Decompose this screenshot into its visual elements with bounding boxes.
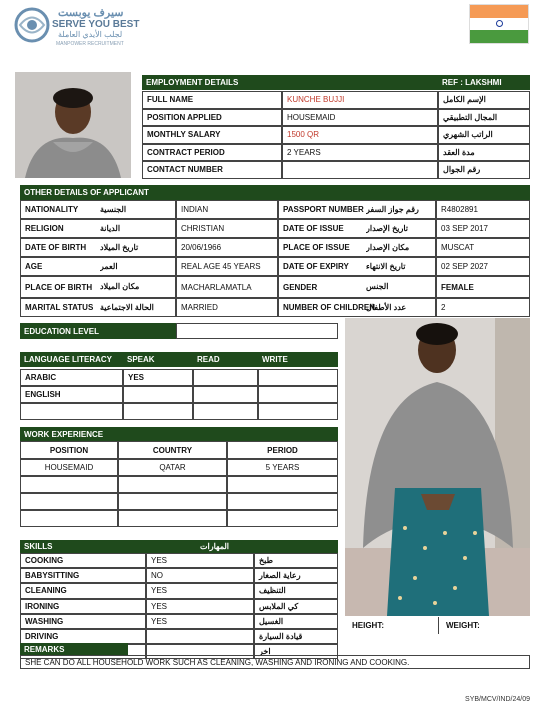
employment-label: CONTRACT PERIOD	[142, 144, 282, 162]
logo-tagline: MANPOWER RECRUITMENT	[56, 41, 124, 47]
employment-value: KUNCHE BUJJI	[282, 91, 438, 109]
language-cell	[123, 386, 193, 403]
language-header: READ	[193, 352, 258, 367]
work-cell	[20, 510, 118, 527]
work-cell	[20, 476, 118, 493]
education-level-value	[176, 323, 338, 339]
company-logo	[14, 6, 154, 48]
applicant-value-2: R4802891	[436, 200, 530, 219]
remarks-text: SHE CAN DO ALL HOUSEHOLD WORK SUCH AS CLEANING, WASHING AND IRONING AND COOKING.	[20, 655, 530, 669]
language-cell	[193, 369, 258, 386]
language-header: LANGUAGE LITERACY	[20, 352, 123, 367]
skill-label: IRONING	[20, 599, 146, 614]
employment-label-arabic: رقم الجوال	[438, 161, 530, 179]
skill-label: DRIVING	[20, 629, 146, 644]
applicant-label-2-arabic: تاريخ الإصدار	[366, 224, 409, 233]
applicant-label-arabic: الجنسية	[100, 205, 127, 214]
logo-name: SERVE YOU BEST	[52, 19, 140, 30]
skill-label-arabic: اخر	[254, 644, 338, 659]
applicant-label-2: PLACE OF ISSUE	[278, 238, 436, 257]
applicant-photo-full	[345, 318, 530, 616]
applicant-label-arabic: العمر	[100, 262, 118, 271]
applicant-label-2: GENDER	[278, 276, 436, 298]
language-cell	[258, 369, 338, 386]
weight-field: WEIGHT:	[446, 620, 480, 630]
applicant-label-2: NUMBER OF CHILDREN	[278, 298, 436, 317]
employment-label: FULL NAME	[142, 91, 282, 109]
language-cell: ARABIC	[20, 369, 123, 386]
skill-value: YES	[146, 614, 254, 629]
skill-label: CLEANING	[20, 583, 146, 598]
language-cell	[123, 403, 193, 420]
work-header: PERIOD	[227, 441, 338, 459]
language-cell	[193, 386, 258, 403]
work-header: COUNTRY	[118, 441, 227, 459]
india-flag-icon	[469, 4, 529, 44]
other-details-header-fill	[278, 185, 530, 200]
applicant-label-2-arabic: تاريخ الانتهاء	[366, 262, 406, 271]
applicant-label-2-arabic: الجنس	[366, 282, 389, 291]
employment-value: HOUSEMAID	[282, 109, 438, 127]
applicant-label-2-arabic: مكان الإصدار	[366, 243, 410, 252]
work-cell	[227, 476, 338, 493]
work-cell	[227, 493, 338, 510]
skill-label: COOKING	[20, 553, 146, 568]
language-cell: YES	[123, 369, 193, 386]
applicant-value-2: 03 SEP 2017	[436, 219, 530, 238]
skill-label: WASHING	[20, 614, 146, 629]
reference-label: REF : LAKSHMI	[438, 75, 530, 90]
employment-label-arabic: مدة العقد	[438, 144, 530, 162]
work-cell	[118, 510, 227, 527]
footer-code: SYB/MCV/IND/24/09	[465, 696, 530, 703]
applicant-label: MARITAL STATUS	[20, 298, 176, 317]
skills-header: SKILLS	[20, 540, 196, 553]
skill-value: YES	[146, 599, 254, 614]
measure-divider	[438, 617, 439, 634]
employment-value: 1500 QR	[282, 126, 438, 144]
logo-arabic: سيرف يوبست	[58, 7, 124, 19]
applicant-label-2: DATE OF ISSUE	[278, 219, 436, 238]
applicant-label: DATE OF BIRTH	[20, 238, 176, 257]
applicant-label-2-arabic: عدد الأطفال	[366, 303, 407, 312]
applicant-label-2-arabic: رقم جواز السفر	[366, 205, 419, 214]
employment-value: 2 YEARS	[282, 144, 438, 162]
skill-label-arabic: التنظيف	[254, 583, 338, 598]
skill-value: YES	[146, 553, 254, 568]
skill-label: BABYSITTING	[20, 568, 146, 583]
skill-value	[146, 629, 254, 644]
language-cell	[20, 403, 123, 420]
language-header: SPEAK	[123, 352, 193, 367]
logo-sub-arabic: لجلب الأيدي العاملة	[58, 30, 123, 39]
applicant-label: AGE	[20, 257, 176, 276]
applicant-label-2: PASSPORT NUMBER	[278, 200, 436, 219]
work-cell: 5 YEARS	[227, 459, 338, 476]
applicant-value: INDIAN	[176, 200, 278, 219]
remarks-header: REMARKS	[20, 643, 128, 655]
logo-emblem-icon	[14, 6, 50, 44]
work-experience-header: WORK EXPERIENCE	[20, 427, 338, 441]
applicant-value-2: 02 SEP 2027	[436, 257, 530, 276]
applicant-value: CHRISTIAN	[176, 219, 278, 238]
height-field: HEIGHT:	[352, 620, 384, 630]
applicant-photo-small	[15, 72, 131, 178]
skill-label-arabic: رعاية الصغار	[254, 568, 338, 583]
applicant-label-arabic: تاريخ الميلاد	[100, 243, 139, 252]
work-cell	[227, 510, 338, 527]
language-cell: ENGLISH	[20, 386, 123, 403]
skill-value: NO	[146, 568, 254, 583]
applicant-value: MACHARLAMATLA	[176, 276, 278, 298]
education-level-label: EDUCATION LEVEL	[20, 323, 176, 339]
skill-label-arabic: قيادة السيارة	[254, 629, 338, 644]
employment-label: POSITION APPLIED	[142, 109, 282, 127]
skill-value: YES	[146, 583, 254, 598]
language-header: WRITE	[258, 352, 338, 367]
applicant-value-2: FEMALE	[436, 276, 530, 298]
work-cell	[118, 493, 227, 510]
applicant-value-2: MUSCAT	[436, 238, 530, 257]
language-cell	[258, 386, 338, 403]
employment-label-arabic: الإسم الكامل	[438, 91, 530, 109]
employment-label-arabic: المجال التطبيقي	[438, 109, 530, 127]
skill-label-arabic: كي الملابس	[254, 599, 338, 614]
applicant-label-arabic: الديانة	[100, 224, 121, 233]
work-cell: QATAR	[118, 459, 227, 476]
skills-header-arabic: المهارات	[196, 540, 338, 553]
employment-value	[282, 161, 438, 179]
work-cell: HOUSEMAID	[20, 459, 118, 476]
skill-label-arabic: الغسيل	[254, 614, 338, 629]
language-cell	[258, 403, 338, 420]
employment-label: MONTHLY SALARY	[142, 126, 282, 144]
applicant-label: PLACE OF BIRTH	[20, 276, 176, 298]
applicant-label: RELIGION	[20, 219, 176, 238]
employment-details-header: EMPLOYMENT DETAILS	[142, 75, 438, 90]
applicant-value: MARRIED	[176, 298, 278, 317]
applicant-value: REAL AGE 45 YEARS	[176, 257, 278, 276]
employment-label-arabic: الراتب الشهري	[438, 126, 530, 144]
applicant-label-2: DATE OF EXPIRY	[278, 257, 436, 276]
work-cell	[118, 476, 227, 493]
skill-label-arabic: طبخ	[254, 553, 338, 568]
applicant-label: NATIONALITY	[20, 200, 176, 219]
applicant-value-2: 2	[436, 298, 530, 317]
applicant-label-arabic: مكان الميلاد	[100, 282, 140, 291]
language-cell	[193, 403, 258, 420]
applicant-label-arabic: الحالة الاجتماعية	[100, 303, 154, 312]
applicant-value: 20/06/1966	[176, 238, 278, 257]
other-details-header: OTHER DETAILS OF APPLICANT	[20, 185, 278, 200]
work-header: POSITION	[20, 441, 118, 459]
employment-label: CONTACT NUMBER	[142, 161, 282, 179]
work-cell	[20, 493, 118, 510]
